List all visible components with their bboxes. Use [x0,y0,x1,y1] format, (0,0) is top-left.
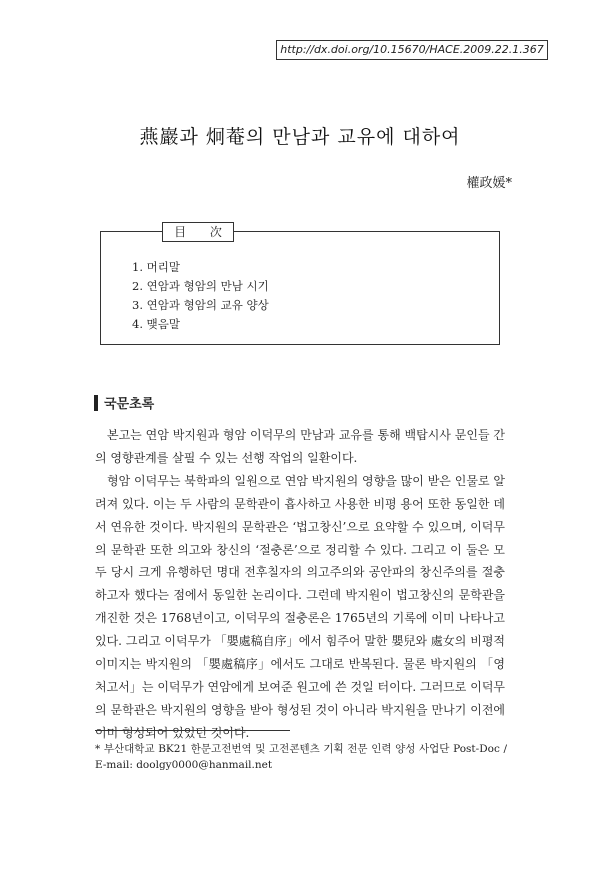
footnote-divider [95,730,290,731]
doi-link[interactable]: http://dx.doi.org/10.15670/HACE.2009.22.1.367 [280,43,544,56]
abstract-paragraph: 형암 이덕무는 북학파의 일원으로 연암 박지원의 영향을 많이 받은 인물로 알려져 있다. 이는 두 사람의 문학관이 흡사하고 사용한 비평 용어 또한 동일한 데서 연유한 것이다. 박지원의 문학관은 ‘법고창신’으로 요약할 수 있으며, 이덕무의 문학관 또한 의고와 창신의 ‘절충론’으로 정리할 수 있다. 그리고 이 둘은 모두 당시 크게 유행하던 명대 전후칠자의 의고주의와 공안파의 창신주의를 절충하고자 했다는 점에서 동일한 논리이다. 그런데 박지원이 법고창신의 문학관을 개진한 것은 1768년이고, 이덕무의 절충론은 1765년의 기록에 이미 나타나고 있다. 그리고 이덕무가 「嬰處稿自序」에서 힘주어 말한 嬰兒와 處女의 비평적 이미지는 박지원의 「嬰處稿序」에서도 그대로 반복된다. 물론 박지원의 「영처고서」는 이덕무가 연암에게 보여준 원고에 쓴 것일 터이다. 그러므로 이덕무의 문학관은 박지원의 영향을 받아 형성된 것이 아니라 박지원을 만나기 이전에 이미 형성되어 있었던 것이다. [95,473,505,740]
paper-title: 燕巖과 炯菴의 만남과 교유에 대하여 [139,126,461,148]
toc-heading: 目 次 [162,222,234,242]
doi-box [276,40,548,60]
abstract-paragraph: 본고는 연암 박지원과 형암 이덕무의 만남과 교유를 통해 백탑시사 문인들 간의 영향관계를 살필 수 있는 선행 작업의 일환이다. [95,428,505,465]
toc-item: 2. 연암과 형암의 만남 시기 [132,279,269,293]
toc-item: 3. 연암과 형암의 교유 양상 [132,298,269,312]
abstract-heading [94,393,154,412]
toc-item: 4. 맺음말 [132,317,180,331]
abstract-heading-text: 국문초록 [104,397,155,412]
toc-item: 1. 머리말 [132,260,180,274]
toc-list [132,258,269,334]
abstract-body [95,424,505,745]
author-name: 權政媛* [466,176,512,191]
footnote: * 부산대학교 BK21 한문고전번역 및 고전콘텐츠 기획 전문 인력 양성 사업단 Post-Doc / E-mail: doolgy0000@hanmail.net [95,743,507,771]
section-marker [94,395,98,411]
